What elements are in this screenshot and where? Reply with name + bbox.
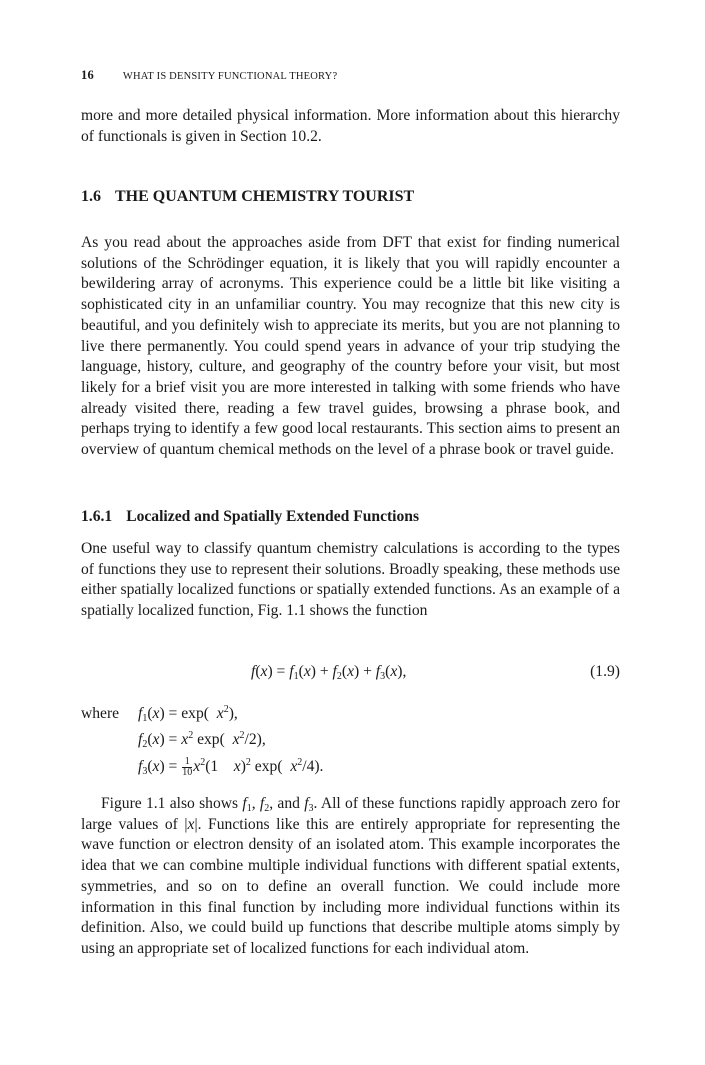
- equation-body: $f(x) = f_1(x) + f_2(x) + f_3(x)$,: [251, 663, 407, 682]
- where-label: where: [81, 705, 120, 722]
- section-title: THE QUANTUM CHEMISTRY TOURIST: [115, 188, 415, 205]
- subsection-paragraph: One useful way to classify quantum chemistry calculations is according to the types of functions they use to represent their solutions. Broadly speaking, these methods use either spatially localized functions or spatially extended functions. As an example of a spatially localized function, Fig. 1.1 shows the function: [81, 540, 620, 620]
- fraction-one-tenth: $\frac{1}{10}$: [182, 756, 193, 778]
- running-title: WHAT IS DENSITY FUNCTIONAL THEORY?: [122, 71, 338, 82]
- closing-paragraph: Figure 1.1 also shows $f_1$, $f_2$, and $f_3$. All of these functions rapidly approach zero for large values of |x|. Functions like this are entirely appropriate for representing the wave function or electron density of an isolated atom. This example incorporates the idea that we can combine multiple individual functions with different spatial extents, symmetries, and so on to define an overall function. We could include more information in this final function by including more individual functions within its definition. Also, we could build up functions that describe multiple atoms simply by using an appropriate set of localized functions for each individual atom.: [81, 795, 621, 957]
- subsection-heading: [81, 508, 419, 526]
- closing-lead: Figure 1.1 also shows: [101, 795, 239, 812]
- section-paragraph: As you read about the approaches aside from DFT that exist for finding numerical solutions of the Schrödinger equation, it is likely that you will rapidly encounter a bewildering array of acronyms. This experience could be a little bit like visiting a sophisticated city in an unfamiliar country. You may recognize that this new city is beautiful, and you definitely wish to appreciate its merits, but you are not planning to live there permanently. You could spend years in advance of your trip studying the language, history, culture, and geography of the country before your visit, but most likely for a brief visit you are more interested in talking with some friends who have already visited there, reading a few travel guides, browsing a phrase book, and perhaps trying to identify a few good local restaurants. This section aims to present an overview of quantum chemical methods on the level of a phrase book or travel guide.: [81, 234, 620, 459]
- section-number: 1.6: [81, 188, 101, 205]
- definition-f3: $f_3(x)$ = $\frac{1}{10}$ $x^2(1$ x)$^2$ exp( $x^2/4$).: [138, 756, 324, 778]
- intro-paragraph: more and more detailed physical information. More information about this hierarchy of functionals is given in Section 10.2.: [81, 107, 620, 145]
- closing-after-functions: . All of these functions rapidly approach zero for large values of: [81, 795, 621, 833]
- equation-number: (1.9): [590, 663, 620, 680]
- section-heading: [81, 188, 414, 206]
- page-number: 16: [81, 68, 94, 82]
- definition-f1: $f_1(x) = \exp$( $x^2$),: [138, 704, 238, 724]
- closing-rest: . Functions like this are entirely appropriate for representing the wave function or electron density of an isolated atom. This example incorporates the idea that we can combine multiple individual functions with different spatial extents, symmetries, and so on to define an overall function. We could include more information in this final function by including more individual functions within its definition. Also, we could build up functions that describe multiple atoms simply by using an appropriate set of localized functions for each individual atom.: [81, 815, 620, 957]
- subsection-title: Localized and Spatially Extended Functions: [126, 508, 420, 525]
- subsection-number: 1.6.1: [81, 508, 113, 525]
- running-header: [81, 68, 620, 83]
- definition-f2: $f_2(x) = x^2$ exp( $x^2/2$),: [138, 730, 266, 750]
